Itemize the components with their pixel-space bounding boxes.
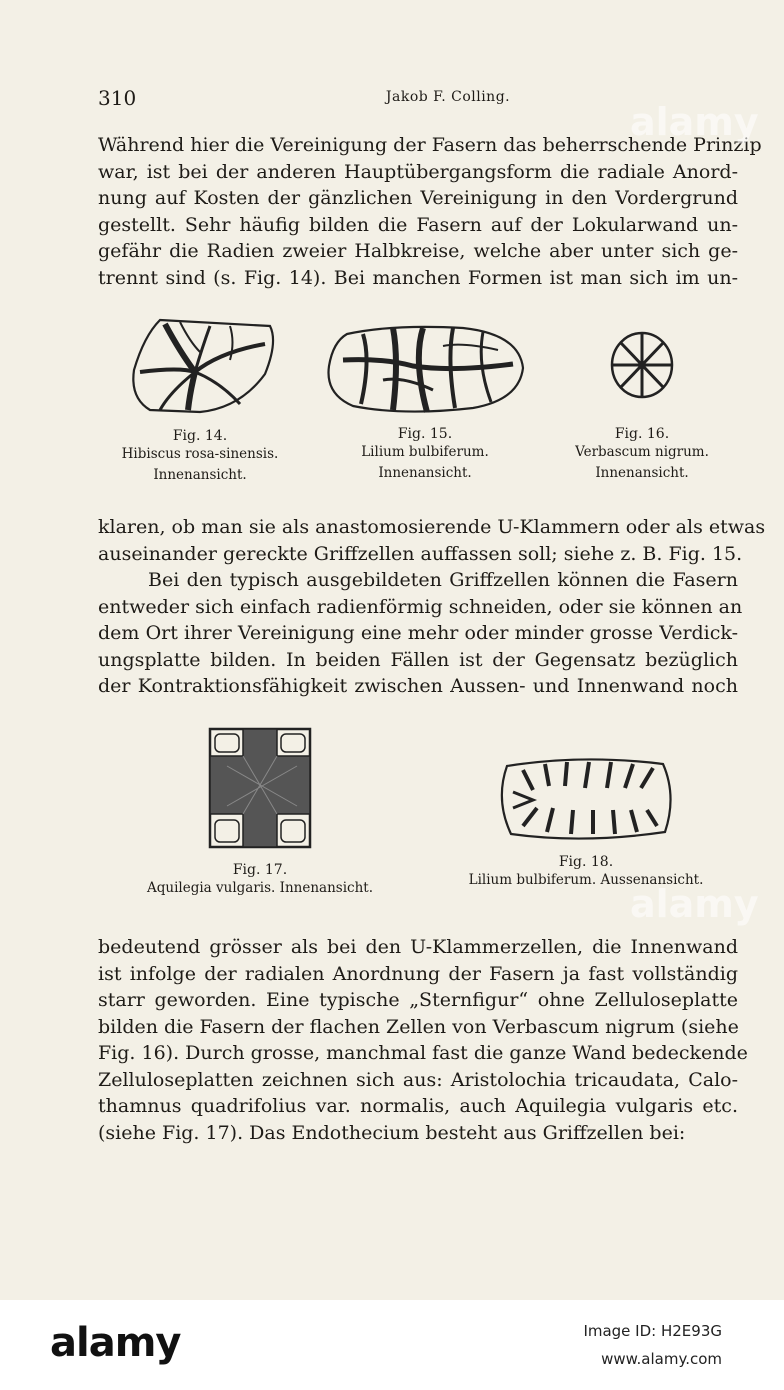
- text-line: Fig. 16). Durch grosse, manchmal fast die ganze Wand bedeckende: [98, 1042, 748, 1064]
- figure-caption: Innenansicht.: [595, 465, 689, 481]
- running-head: Jakob F. Colling.: [385, 89, 511, 105]
- text-line: bilden die Fasern der flachen Zellen von Verbascum nigrum (siehe: [98, 1015, 739, 1038]
- watermark: alamy: [630, 882, 759, 926]
- figure-16-drawing: [609, 330, 675, 400]
- figure-14: [110, 312, 290, 486]
- text-line: gestellt. Sehr häufig bilden die Fasern auf der Lokularwand un-: [98, 213, 738, 236]
- watermark: alamy: [630, 100, 759, 144]
- text-line: Während hier die Vereinigung der Fasern das beherrschende Prinzip: [98, 134, 762, 156]
- figure-17: [120, 726, 400, 899]
- alamy-logo: alamy: [50, 1320, 181, 1366]
- text-line: dem Ort ihrer Vereinigung eine mehr oder minder grosse Verdick-: [98, 622, 738, 644]
- figure-18: [446, 752, 726, 891]
- figure-16: [562, 330, 722, 484]
- text-line: bedeutend grösser als bei den U-Klammerzellen, die Innenwand: [98, 936, 738, 958]
- paragraph-3: [98, 934, 748, 1146]
- figure-17-drawing: [207, 726, 313, 850]
- figure-14-drawing: [120, 312, 280, 418]
- figure-label: Fig. 18.: [558, 854, 614, 870]
- text-line: trennt sind (s. Fig. 14). Bei manchen Formen ist man sich im un-: [98, 266, 738, 289]
- text-line: klaren, ob man sie als anastomosierende U-Klammern oder als etwas: [98, 516, 766, 538]
- text-line: gefähr die Radien zweier Halbkreise, welche aber unter sich ge-: [98, 240, 738, 262]
- text-line: starr geworden. Eine typische „Sternfigur“ ohne Zelluloseplatte: [98, 989, 738, 1011]
- figure-15-drawing: [323, 320, 527, 416]
- text-line: thamnus quadrifolius var. normalis, auch Aquilegia vulgaris etc.: [98, 1095, 738, 1117]
- page-header: [98, 86, 738, 114]
- figure-label: Fig. 14.: [172, 428, 228, 444]
- page-number: 310: [98, 86, 137, 110]
- figure-15: [320, 320, 530, 484]
- figure-caption: Innenansicht.: [378, 465, 472, 481]
- stock-footer: [0, 1300, 784, 1390]
- figure-caption: Hibiscus rosa-sinensis.: [121, 446, 279, 462]
- text-line: ungsplatte bilden. In beiden Fällen ist der Gegensatz bezüglich: [98, 648, 738, 671]
- text-line: der Kontraktionsfähigkeit zwischen Aussen- und Innenwand noch: [98, 675, 738, 697]
- text-line: Zelluloseplatten zeichnen sich aus: Aristolochia tricaudata, Calo-: [98, 1068, 738, 1091]
- figure-caption: Verbascum nigrum.: [575, 444, 709, 460]
- text-line: nung auf Kosten der gänzlichen Vereinigung in den Vordergrund: [98, 187, 738, 209]
- image-id: Image ID: H2E93G: [583, 1322, 722, 1340]
- site-url[interactable]: www.alamy.com: [601, 1350, 722, 1368]
- text-line: ist infolge der radialen Anordnung der Fasern ja fast vollständig: [98, 962, 738, 985]
- figure-caption: Lilium bulbiferum.: [361, 444, 489, 460]
- figure-label: Fig. 16.: [614, 426, 670, 442]
- text-line: auseinander gereckte Griffzellen auffassen soll; siehe z. B. Fig. 15.: [98, 542, 743, 565]
- text-line: (siehe Fig. 17). Das Endothecium besteht aus Griffzellen bei:: [98, 1121, 686, 1144]
- figure-caption: Aquilegia vulgaris. Innenansicht.: [147, 880, 373, 896]
- figure-caption: Innenansicht.: [153, 467, 247, 483]
- figure-label: Fig. 15.: [397, 426, 453, 442]
- figure-label: Fig. 17.: [232, 862, 288, 878]
- figure-18-drawing: [493, 752, 679, 844]
- text-line: entweder sich einfach radienförmig schneiden, oder sie können an: [98, 595, 743, 618]
- paragraph-2: [98, 514, 766, 700]
- text-line: war, ist bei der anderen Hauptübergangsform die radiale Anord-: [98, 160, 738, 183]
- paragraph-1: [98, 132, 762, 291]
- figure-caption: Lilium bulbiferum. Aussenansicht.: [468, 872, 704, 888]
- text-line: Bei den typisch ausgebildeten Griffzellen können die Fasern: [148, 569, 738, 591]
